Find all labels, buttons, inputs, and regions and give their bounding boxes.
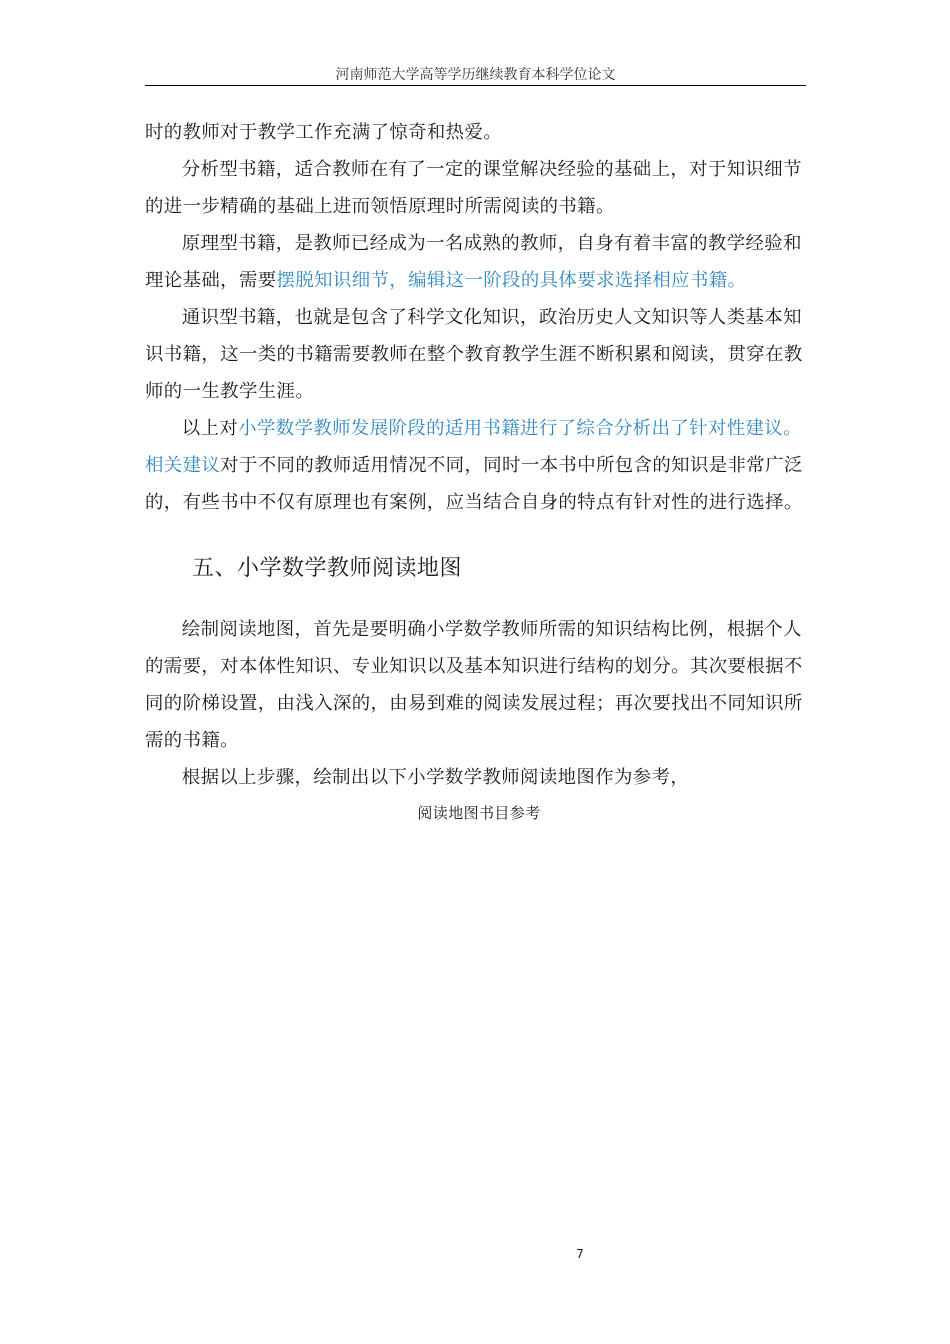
section-heading: 五、小学数学教师阅读地图	[192, 556, 463, 581]
page-number: 7	[576, 1247, 584, 1261]
paragraph-3-highlight: 摆脱知识细节，编辑这一阶段的具体要求选择相应书籍。	[276, 270, 747, 291]
document-body	[145, 114, 813, 828]
paragraph-1: 时的教师对于教学工作充满了惊奇和热爱。	[145, 122, 503, 143]
paragraph-3-text: 原理型书籍，是教师已经成为一名成熟的教师，自身有着丰富的教学经验和理论基础，需要	[145, 233, 802, 291]
paragraph-5-text-b: 对于不同的教师适用情况不同，同时一本书中所包含的知识是非常广泛的，有些书中不仅有原理也有案例，应当结合自身的特点有针对性的进行选择。	[145, 455, 803, 513]
paragraph-3	[145, 225, 813, 299]
paragraph-5-highlight-2: 相关建议	[145, 455, 221, 476]
figure-caption: 阅读地图书目参考	[417, 804, 541, 822]
paragraph-5	[145, 410, 813, 521]
paragraph-5-highlight-1: 小学数学教师发展阶段的适用书籍进行了综合分析出了针对性建议。	[238, 418, 802, 439]
paragraph-2: 分析型书籍，适合教师在有了一定的课堂解决经验的基础上，对于知识细节的进一步精确的基础上进而领悟原理时所需阅读的书籍。	[145, 159, 802, 217]
running-header: 河南师范大学高等学历继续教育本科学位论文	[335, 67, 616, 83]
paragraph-5-text-a: 以上对	[181, 418, 239, 439]
paragraph-7: 根据以上步骤，绘制出以下小学数学教师阅读地图作为参考，	[181, 767, 690, 788]
paragraph-4: 通识型书籍，也就是包含了科学文化知识，政治历史人文知识等人类基本知识书籍，这一类的书籍需要教师在整个教育教学生涯不断积累和阅读，贯穿在教师的一生教学生涯。	[145, 307, 803, 402]
paragraph-6: 绘制阅读地图，首先是要明确小学数学教师所需的知识结构比例，根据个人的需要，对本体性知识、专业知识以及基本知识进行结构的划分。其次要根据不同的阶梯设置，由浅入深的，由易到难的阅读发展过程；再次要找出不同知识所需的书籍。	[145, 619, 803, 751]
header-rule	[145, 85, 806, 86]
